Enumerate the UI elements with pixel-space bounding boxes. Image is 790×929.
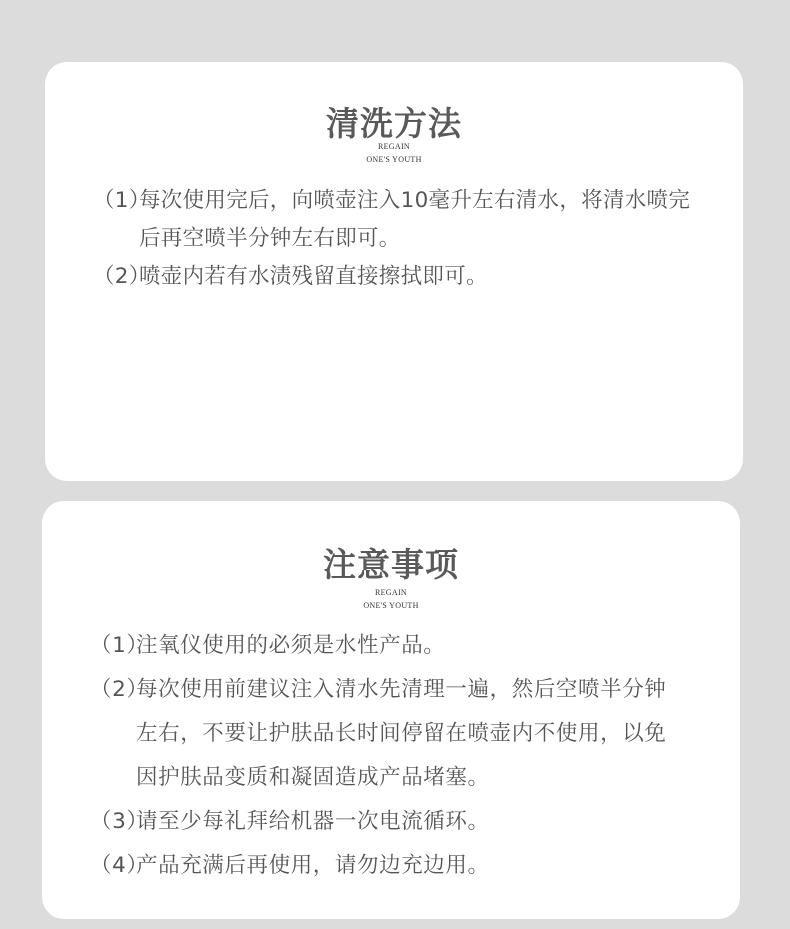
subtitle-line-regain: REGAIN [377, 142, 411, 151]
cleaning-method-subtitle [45, 140, 743, 166]
cleaning-step-2-number: （2） [93, 264, 151, 289]
subtitle-line-youth: ONE'S YOUTH [363, 601, 419, 610]
cleaning-step-1-number: （1） [93, 188, 151, 213]
precautions-list [90, 624, 680, 888]
precaution-4-text: 产品充满后再使用，请勿边充边用。 [136, 853, 490, 878]
precaution-3-text: 请至少每礼拜给机器一次电流循环。 [136, 809, 490, 834]
precaution-2 [90, 668, 680, 800]
precaution-1 [90, 624, 680, 668]
cleaning-step-1 [93, 182, 703, 258]
precaution-1-text: 注氧仪使用的必须是水性产品。 [136, 633, 446, 658]
cleaning-step-1-text: 每次使用完后，向喷壶注入10毫升左右清水，将清水喷完后再空喷半分钟左右即可。 [139, 188, 691, 251]
cleaning-steps-list [93, 182, 703, 296]
cleaning-step-2 [93, 258, 703, 296]
precaution-4 [90, 844, 680, 888]
precaution-2-text: 每次使用前建议注入清水先清理一遍，然后空喷半分钟左右，不要让护肤品长时间停留在喷壶内不使用，以免因护肤品变质和凝固造成产品堵塞。 [136, 677, 667, 790]
precautions-subtitle [42, 586, 740, 612]
precaution-2-number: （2） [90, 677, 149, 702]
cleaning-method-title: 清洗方法 [326, 104, 462, 143]
precaution-3-number: （3） [90, 809, 149, 834]
subtitle-line-youth: ONE'S YOUTH [366, 155, 422, 164]
precaution-4-number: （4） [90, 853, 149, 878]
cleaning-step-2-text: 喷壶内若有水渍残留直接擦拭即可。 [139, 264, 488, 289]
precautions-card [42, 501, 740, 919]
cleaning-method-card [45, 62, 743, 481]
precautions-title: 注意事项 [323, 545, 459, 584]
subtitle-line-regain: REGAIN [374, 588, 408, 597]
precaution-1-number: （1） [90, 633, 149, 658]
precaution-3 [90, 800, 680, 844]
